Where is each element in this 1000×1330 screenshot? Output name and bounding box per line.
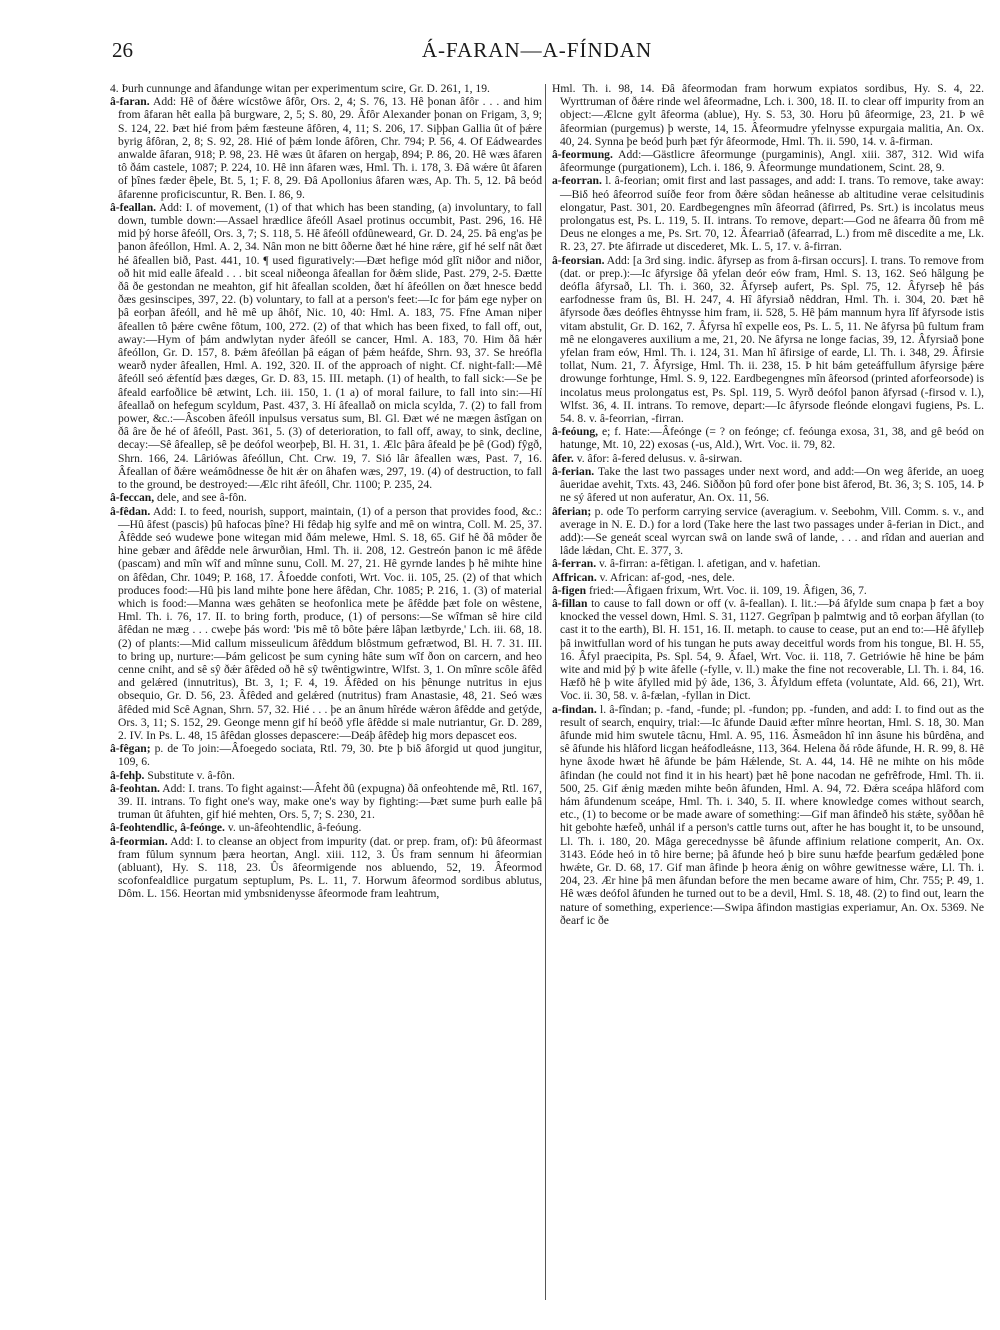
entry-headword: â-feohtendlic, â-feónge. (110, 821, 225, 835)
dictionary-entry (552, 174, 984, 253)
entry-headword: â-feormian. (110, 834, 168, 848)
entry-text: Add: I. to cleanse an object from impurity (dat. or prep. fram, of): Þû âfeormast fram fûlum synnum þæra heortan, Angl. xiii. 112, 3. Ûs fram sennum hi âfeormian (abluant), Hy. S. 118, 23. Ûs âfeormigende nos abluendo, 52, 19. Âfeormod scofonfealdlice purgatum septuplum, Ps. L. 11, 7. Horwum âfeormod sordibus ablutus, Dôm. L. 156. Heortan mid ymbsnidenysse âfeormode fram leahtrum, (118, 834, 542, 901)
dictionary-entry (110, 835, 542, 901)
dictionary-entry (110, 742, 542, 768)
dictionary-entry (552, 597, 984, 703)
entry-text: Substitute v. â-fôn. (147, 768, 235, 782)
dictionary-entry (552, 703, 984, 927)
dictionary-entry (110, 782, 542, 822)
dictionary-entry (552, 148, 984, 174)
left-column (110, 82, 542, 1302)
entry-text: v. âfor: â-fered delusus. v. â-sirwan. (576, 451, 743, 465)
entry-headword: â-feallan. (110, 200, 157, 214)
entry-headword: â-feorsian. (552, 253, 605, 267)
dictionary-entry (552, 571, 984, 584)
entry-text: Add: [a 3rd sing. indic. âfyrsep as from â-firsan occurs]. I. trans. To remove from (dat. or prep.):—Ic âfyrsige ðâ yfelan deór eów fram, Hml. S. 13, 162. Seó hâlgung þe deófla âfyrsað, Ll. Th. i. 360, 32. Âfyrseþ aufert, Ps. Spl. 75, 12. Âfyrseþ hê þás earfodnesse fram ûs, Bl. H. 247, 4. Hî âfyrsiað nêddran, Hml. Th. i. 304, 20. Þæt hê âfyrsode ðæs deófles êhtnysse him fram, ii. 528, 5. Hê þám mannum hyra lîf âfyrsode istis vitam abstulit, Gr. D. 162, 7. Âfyrsa hî expelle eos, Ps. L. 5, 11. Ne âfyrsa þû fultum fram mê ne elongaveres auxilium a me, 21, 20. Ne âfyrsa ne longe facias, 39, 12. Âfyrsiað þone yfelan fram eów, Hml. Th. i. 124, 31. Man hî âfirsige of earde, Ll. Th. i. 348, 29. Âfirsie tollat, Num. 21, 7. Âfyrsige, Hml. Th. ii. 238, 15. Þ hit bám geteáffullum âfyrsige þǽre drowunge forhtunge, Hml. S. 9, 122. Eardbegengnes mîn âfeorsod (printed aforfeorsode) is incolatus meus prolongatus est, Ps. Spl. 119, 5. Wyrð deófol þanon âfyrsad (-firsod v. l.), Wlfst. 36, 4. II. intrans. To remove, depart:—Ic âfyrsode fleónde elongavi fugiens, Ps. L. 54. 8. v. â-feorrian, -firran. (560, 253, 984, 426)
entry-text: Add: Hê of ðǽre wícstôwe âfôr, Ors. 2, 4; S. 76, 13. Hê þonan âfôr . . . and him from âfaran hêt ealla þâ burgware, 2, 5; S. 80, 29. Âfôr Alexander þonan on Frigam, 3, 9; S. 124, 22. Þæt hié from þǽm fæsteune âfôren, 4, 11; S. 206, 17. Siþþan Gallia ût of þǽre byrig âfôran, 2, 8; S. 92, 28. Hié of þǽm londe âfôren, Chr. 794; P. 56, 4. Of Eádweardes anwalde âfaran, 918; P. 98, 23. Hê wæs ût âfaren on hergaþ, 894; P. 86, 20. Hê wæs âfaren tô ðám castele, 1087; P. 224, 10. Hê inn âfaren wæs, Hml. Th. i. 178, 3. Ðâ wǽre ût âfaren of þînes fæder êþele, Bt. 5, 1; F. 8, 29. Ðâ Apollonius âfaren wæs, Ap. Th. 5, 12. Þâ beód âfarenne proficiscuntur, R. Ben. I. 86, 9. (118, 95, 542, 201)
dictionary-entry (110, 82, 542, 95)
entry-headword: âfer. (552, 451, 574, 465)
entry-headword: â-fêdan. (110, 504, 151, 518)
entry-text: v. African: af-god, -nes, dele. (599, 570, 735, 584)
entry-headword: â-fillan (552, 596, 588, 610)
entry-text: Add: I. trans. To fight against:—Âfeht ðû (expugna) ðâ onfeohtende mê, Rtl. 167, 39. II. intrans. To fight one's way, make one's way by fighting:—Þæt sume þurh ealle þâ truman ût âfuhten, gif hié mehten, Ors. 5, 7; S. 230, 21. (118, 781, 542, 822)
entry-text: fried:—Âfigaen frixum, Wrt. Voc. ii. 109, 19. Âfigen, 36, 7. (589, 583, 867, 597)
entry-text: Take the last two passages under next word, and add:—On weg âferide, an uoeg âueridae avehit, Txts. 43, 246. Siððon þû ford ofer þone bist âferod, Bt. 36, 3; S. 105, 14. Þ ne sý âfered ut non auferatur, An. Ox. 11, 56. (560, 464, 984, 505)
entry-headword: a-feorran. (552, 174, 602, 188)
entry-text: Hml. Th. i. 98, 14. Ðâ âfeormodan fram horwum expiatos sordibus, Hy. S. 4, 22. Wyrttruman of ðǽre rinde wel âfeormadne, Lch. i. 300, 18. II. to clear off impurity from an object:—Ælcne gylt âfeorma (ablue), Hy. S. 53, 30. Horu þû âfeormige, 23, 21. Þ wê âfeormian (purgemus) þ werste, 14, 15. Âfeormudre yfelnysse expurgaia malitia, An. Ox. 40, 24. Synna þe beód þurh þæt fýr âfeormode, Hml. Th. ii. 590, 14. v. â-firman. (552, 82, 984, 148)
column-divider (545, 84, 546, 1300)
dictionary-entry (552, 452, 984, 465)
entry-text: l. â-feorian; omit first and last passages, and add: I. trans. To remove, take away:—Biδ heó âfeorrod suíðe feor from ðǽre sôdan heânesse ab altitudine verae celsitudinis elongatur, Past. 301, 20. Eardbegengnes mîn âfeorrad (âfirred, Ps. Srt.) is incolatus meus prolongatus est, Ps. L. 119, 5. II. intrans. To remove, depart:—God ne âfearra ðû from mê Deus ne elonges a me, Ps. Srt. 70, 12. Âfearriað (âfearrad, L.) from mê discedite a me, Lk. R. 23, 27. Þte âfirrade ut discederet, Mk. L. 5, 17. v. â-firran. (560, 174, 984, 254)
page-number: 26 (112, 38, 133, 62)
dictionary-entry (552, 82, 984, 148)
entry-text: p. ode To perform carrying service (averagium. v. Seebohm, Vill. Comm. s. v., and average in N. E. D.) for a lord (Take here the last two passages under â-ferian in Dict., and add):—Se geneát sceal wyrcan swâ on lande swâ of lande, . . . and rîdan and auerian and lâde lǽdan, Cht. E. 377, 3. (560, 504, 984, 558)
dictionary-entry (110, 505, 542, 743)
entry-text: to cause to fall down or off (v. â-feallan). I. lit.:—Þá âfylde sum cnapa þ fæt a boy knocked the vessel down, Hml. S. 31, 1127. Gegrîpan þ palmtwig and tô eorþan âfyllan (to cast it to the earth), Bl. H. 151, 16. II. metaph. to cause to cease, put an end to:—Hê âfylleþ þâ inwitfullan word of his tungan he puts away deceitful words from his tongue, Bl. H. 55, 16. Âfyl praecipita, Ps. Spl. 54, 9. Âfael, Wrt. Voc. ii. 118, 7. Getriówie hê hine be þám wite and mid þý þ wite âfelle (-fylle, v. ll.) make the fine not recoverable, Ll. Th. i. 84, 16. Hæfð hê þ wite âfylled mid þý âde, 136, 3. Âfyldum effeta (voluntate, Ald. 66, 21), Wrt. Voc. ii. 30, 58. v. â-fælan, -fyllan in Dict. (560, 596, 984, 703)
dictionary-entry (110, 95, 542, 201)
entry-text: v. un-âfeohtendlic, â-feóung. (227, 821, 362, 835)
dictionary-entry (552, 584, 984, 597)
entry-text: 4. Þurh cunnunge and âfandunge witan per experimentum scire, Gr. D. 261, 1, 19. (110, 82, 490, 95)
entry-text: Add: I. of movement, (1) of that which has been standing, (a) involuntary, to fall down, tumble down:—Assael hrædlice âfeóll Asael protinus occumbit, Past. 296, 16. Hê mid þý horse âfeóll, Ors. 3, 7; S. 118, 5. Hê âfeóll ofdûneweard, Gr. D. 24, 25. Þâ eng'as þe þanon âfeóllon, Hml. A. 2, 34. Nân mon ne bitt ôðerne ðæt hé hine rǽre, gif hé self nât ðæt hé âfeallen bið, Past. 441, 10. ¶ used figuratively:—Ðæt hefige mód glît niðor and niðor, oð hit mid ealle âfeald . . . bit sceal niðeonga âfeallan for ðǽm slide, Past. 279, 2-5. Ðætte ðâ ðe gestondan ne meahton, gif hit âfeallan scolden, ðæt hí âfeóllen on ðæt hnesce bedd ðæs gesinscipes, 397, 22. (b) voluntary, to fall at a person's feet:—Ic for þám ege nyþer on þâ eorþan âfeóll, and hê mê up âhôf, Nic. 10, 40: Hml. A. 183, 75. Ffne Aman niþer âfeallen tô þǽre cwêne fôtum, 100, 272. (2) of that which has been fixed, to fall off, out, away:—Hym of þám andwlytan nyder âfeóll se cancer, Hml. A. 183, 70. Him ðâ hǽr âfeóllon, Gr. D. 157, 8. Þǽm âfeóllan þâ eágan of þǽm heáfde, Shrn. 93, 37. Se hreófla wearð nyder âfeallen, Hml. A. 192, 320. II. of the approach of night. Cf. night-fall:—Mê âfeóll seó ǽfentíd þæs dæges, Gr. D. 83, 15. III. metaph. (1) of health, to fall sick:—Se þe âfeald earfoðlice bê ætwint, Lch. iii. 150, 1. (1 a) of moral failure, to fall into sin:—Hí âfeallað on hefegum scyldum, Past. 437, 3. Hí âfeallað on micla scylda, 7. (2) to fall from power, &c.:—Âscoben âfeóll inpulsus versatus sum, Bl. Gl. Ðæt wé ne mægen âstîgan on ðâ âre ðe hé of âfeóll, Past. 361, 5. (3) of deterioration, to fall off, away, to sink, decline, decay:—Sê âfeallep, sê þe deófol weorþeþ, Bl. H. 31, 1. Ælc þâra âfeald þe þê (God) fŷgð, Shrn. 166, 24. Lâriówas âfeóllun, Cht. Crw. 19, 7. Sió lâr âfeallen wæs, Past. 7, 16. Âfeallan of ðǽre weámôdnesse ðe hit ǽr on âhafen wæs, 297, 19. (4) of destruction, to fall to the ground, be destroyed:—Ælc riht âfeóll, Chr. 1100; P. 235, 24. (118, 200, 542, 492)
entry-headword: â-feohtan. (110, 781, 160, 795)
entry-headword: â-figen (552, 583, 587, 597)
entry-headword: â-feccan, (110, 491, 155, 505)
entry-text: l. â-fîndan; p. -fand, -funde; pl. -fundon; pp. -funden, and add: I. to find out as the result of search, enquiry, trial:—Ic âfunde Dauid æfter mînre heortan, Hml. S. 18, 30. Man âfunde mid him swutele tâcnu, Hml. A. 95, 116. Âsmeâdon hî inn âsune his bûrdêna, and sê âfunde his hlâford licgan heáfodleásne, 113, 364. Helena ðá rôde âfunde, H. R. 99, 8. Hê hyne âxode hwæt hê âfunde be þám Hǽlende, St. A. 44, 14. Hê ne mihte on his môde âfindan (he could not find it in his heart) þæt hê þone nacodan ne gefrêfrode, Hml. Th. ii. 500, 25. Gif ǽnig mæden mihte beôn âfunden, Hml. A. 94, 72. Ðǽra sceápa hlâford com hám âfundenum sceápe, Hml. Th. i. 340, 5. II. where knowledge comes without search, etc., (1) to become or be made aware of something:—Gif man âfindeð his stǽte, syððan hê hit gebohte hæfeð, unhál if a person's cattle turns out, after he has bought it, to be unsound, Ll. Th. i. 180, 20. Mâga gerecednysse bê âfunde affinium relatione comperit, An. Ox. 3143. Eóde heó in tô hire berne; þâ âfunde heó þ bire sunu hæfde þearfum gedǽled þone hwǽte, Gr. D. 68, 17. Gif man âfinde þ heora ǽnig on wôhre gewitnesse wǽre, Ll. Th. i. 204, 23. Ær hine þâ men âfundan before the men became aware of him, Chr. 755; P. 49, 1. Hê wæs deófol âfunden he turned out to be a devil, Hml. S. 18, 48. (2) to find out, learn the nature of something, experience:—Swipa âfindon mastigias experiamur, An. Ox. 5369. Ne ðearf ic ðe (560, 702, 984, 927)
entry-text: e; f. Hate:—Âfeónge (= ? on feónge; cf. feóunga exosa, 31, 38, and gê beód on hatunge, Mt. 10, 22) exosas (-us, Ald.), Wrt. Voc. ii. 79, 82. (560, 425, 984, 452)
entry-headword: â-ferian. (552, 464, 595, 478)
dictionary-entry (110, 491, 542, 504)
entry-text: v. â-firran: a-fêtigan. l. afetigan, and v. hafetian. (599, 557, 821, 571)
entry-text: dele, and see â-fôn. (157, 491, 247, 505)
entry-headword: â-fehþ. (110, 768, 145, 782)
dictionary-entry (552, 505, 984, 558)
entry-headword: â-feormung. (552, 148, 613, 162)
entry-headword: Affrican. (552, 570, 597, 584)
entry-headword: â-fêgan; (110, 742, 151, 756)
entry-text: p. de To join:—Âfoegedo sociata, Rtl. 79, 30. Þte þ biδ âforgid ut quod jungitur, 109, 6. (118, 742, 542, 769)
dictionary-entry (110, 201, 542, 491)
dictionary-entry (110, 821, 542, 834)
running-head: Á-FARAN—A-FÍNDAN (421, 38, 653, 62)
entry-headword: â-faran. (110, 95, 150, 109)
page-header (112, 38, 962, 72)
dictionary-entry (110, 769, 542, 782)
entry-text: Add:—Gästlicre âfeormunge (purgaminis), Angl. xiii. 387, 312. Wid wifa âfeormunge (purgationem), Lch. i. 186, 9. Âfeormunge mundationem, Scint. 28, 9. (560, 148, 984, 175)
dictionary-entry (552, 465, 984, 505)
entry-headword: â-feóung, (552, 425, 599, 439)
entry-headword: â-ferran. (552, 557, 597, 571)
right-column (552, 82, 984, 1302)
entry-text: Add: I. to feed, nourish, support, maintain, (1) of a person that provides food, &c.:—Hû âfest (pascis) þû hafocas þîne? Hi fêdaþ hig sylfe and mê on wintra, Coll. M. 25, 37. Âfêdde seó wudewe þone witegan mid ðám melewe, Hml. S. 18, 65. Gif hê ðâ môder ðe hine gebær and âfêdde nele ârwurðian, Hml. Th. ii. 208, 12. Gestreón þanon ic mê âfêde (pascam) and mîn wîf and mînne sunu, Coll. M. 27, 21. Hê gyrnde landes þ hê mihte hine on âfêdan, Chr. 1049; P. 168, 17. Âfoedde confoti, Wrt. Voc. ii. 105, 25. (2) of that which produces food:—Hû þis land mihte þone here âfêdan, Chr. 1085; P. 216, 1. (3) of material which is food:—Manna wæs gehâten se heofonlica mete þe âfêdde þæt fole on wêstene, Hml. Th. i. 76, 17. II. to bring forth, produce, (1) of persons:—Se wîfman sê hire cild âfêdan ne mæg . . . cweþe þás word: 'Þis mê tô bôte þǽre lâþan lætbyrde,' Lch. iii. 68, 18. (2) of plants:—Mid callum misseulicum âfêddum blôstmum gefrætwod, Bl. H. 7. 31. III. to bring up, nurture:—Þám gelicost þe sum cyning hâte sum wîf ðon on carcern, and heo cenne cniht, and sê sŷ ðǽr âfêded oð hê sŷ twêntigwintre, Wlfst. 3, 1. On mînre scôle âfêd and gelǽred (innutritus), Bt. 3, 1; F. 4, 19. Âfêded on his þênunge nutritus in ejus obsequio, Gr. D. 56, 23. Âfêded and gelǽred (nutritus) fram Anastasie, 48, 21. Seó wæs âfêded mid Scê Agnan, Shrn. 57, 32. Hié . . . þe an ânum hîréde wǽron âfêdde and getýde, Ors. 3, 11; S. 152, 29. Geonge menn gif hí beóð yfle âfêdde si male nutriantur, Gr. D. 289, 2. IV. In Ps. L. 48, 15 âfêdan glosses depascere:—Deáþ âfêdeþ hig mors depascet eos. (118, 504, 542, 742)
dictionary-entry (552, 425, 984, 451)
entry-headword: âferian; (552, 504, 592, 518)
dictionary-entry (552, 254, 984, 426)
entry-headword: a-findan. (552, 702, 597, 716)
dictionary-entry (552, 557, 984, 570)
